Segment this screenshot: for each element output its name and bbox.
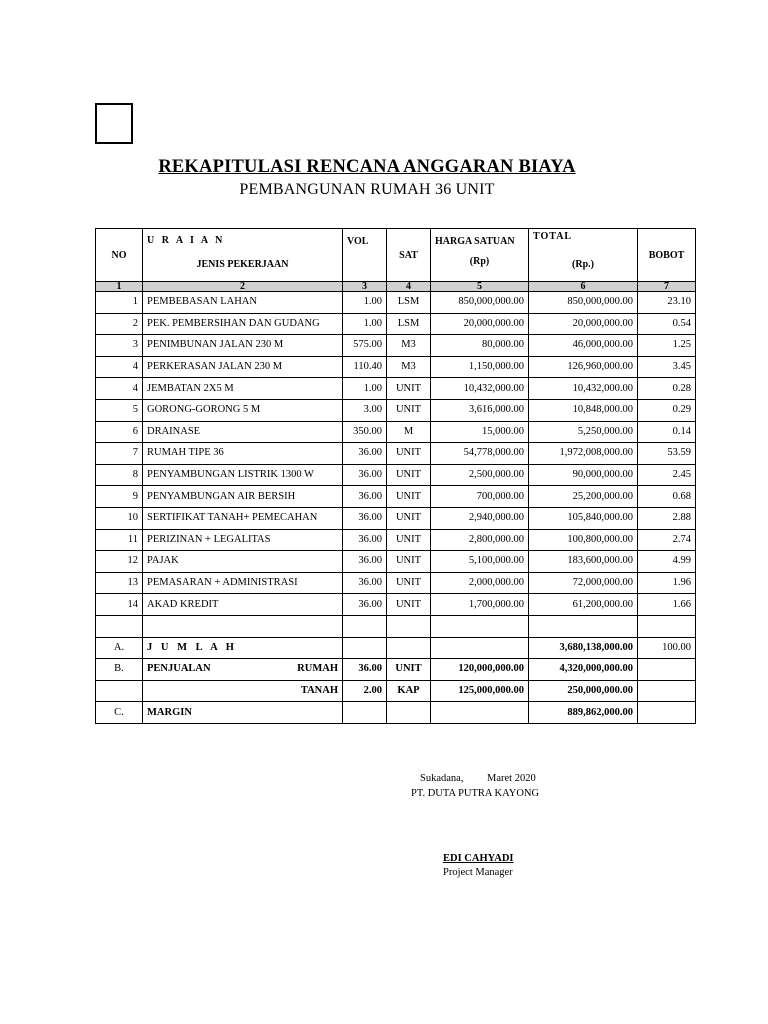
cell-sat: UNIT <box>387 486 431 508</box>
cell-uraian: JEMBATAN 2X5 M <box>143 378 343 400</box>
col-number: 1 <box>96 282 143 292</box>
header-no: NO <box>96 229 143 282</box>
cell-vol: 3.00 <box>343 399 387 421</box>
table-row <box>96 464 696 486</box>
cell-vol: 1.00 <box>343 292 387 314</box>
table-row <box>96 529 696 551</box>
table-row <box>96 399 696 421</box>
cell-harga: 54,778,000.00 <box>431 443 529 465</box>
table-row <box>96 594 696 616</box>
table-row <box>96 378 696 400</box>
cell-harga: 2,000,000.00 <box>431 572 529 594</box>
table-row <box>96 421 696 443</box>
cell-vol: 36.00 <box>343 486 387 508</box>
cell-total: 25,200,000.00 <box>529 486 638 508</box>
cell-vol: 1.00 <box>343 378 387 400</box>
table-row <box>96 313 696 335</box>
tanah-sat: KAP <box>387 680 431 702</box>
cell-no: 12 <box>96 551 143 573</box>
cell-bobot: 4.99 <box>638 551 696 573</box>
penjualan-no: B. <box>96 659 143 681</box>
cell-uraian: PENYAMBUNGAN AIR BERSIH <box>143 486 343 508</box>
col-number: 7 <box>638 282 696 292</box>
rumah-total: 4,320,000,000.00 <box>529 659 638 681</box>
cell-total: 61,200,000.00 <box>529 594 638 616</box>
cell-bobot: 2.88 <box>638 507 696 529</box>
cell-total: 72,000,000.00 <box>529 572 638 594</box>
document-subtitle: PEMBANGUNAN RUMAH 36 UNIT <box>239 181 495 198</box>
cell-bobot: 0.68 <box>638 486 696 508</box>
col-number: 3 <box>343 282 387 292</box>
cell-no: 14 <box>96 594 143 616</box>
cell-vol: 36.00 <box>343 443 387 465</box>
signature-place: Sukadana, <box>420 773 464 784</box>
cell-no: 13 <box>96 572 143 594</box>
tanah-harga: 125,000,000.00 <box>431 680 529 702</box>
header-sat: SAT <box>387 229 431 282</box>
rumah-sat: UNIT <box>387 659 431 681</box>
penjualan-label: PENJUALAN RUMAH <box>143 659 343 681</box>
jumlah-row <box>96 637 696 659</box>
table-header-row <box>96 229 696 282</box>
cell-bobot: 0.14 <box>638 421 696 443</box>
table-row <box>96 507 696 529</box>
cell-bobot: 1.25 <box>638 335 696 357</box>
cell-sat: LSM <box>387 313 431 335</box>
col-number: 6 <box>529 282 638 292</box>
cell-sat: UNIT <box>387 551 431 573</box>
signature-company: PT. DUTA PUTRA KAYONG <box>411 788 540 799</box>
cell-uraian: GORONG-GORONG 5 M <box>143 399 343 421</box>
jumlah-label: J U M L A H <box>143 637 343 659</box>
cell-harga: 850,000,000.00 <box>431 292 529 314</box>
cell-no: 10 <box>96 507 143 529</box>
table-row <box>96 572 696 594</box>
cell-uraian: PERIZINAN + LEGALITAS <box>143 529 343 551</box>
cell-bobot: 0.54 <box>638 313 696 335</box>
cell-vol: 36.00 <box>343 464 387 486</box>
margin-label: MARGIN <box>143 702 343 724</box>
cell-total: 1,972,008,000.00 <box>529 443 638 465</box>
header-vol: VOL <box>343 229 387 282</box>
cell-bobot: 1.66 <box>638 594 696 616</box>
cell-no: 6 <box>96 421 143 443</box>
table-row <box>96 335 696 357</box>
margin-total: 889,862,000.00 <box>529 702 638 724</box>
cell-harga: 80,000.00 <box>431 335 529 357</box>
cell-total: 183,600,000.00 <box>529 551 638 573</box>
cell-sat: UNIT <box>387 529 431 551</box>
cell-uraian: AKAD KREDIT <box>143 594 343 616</box>
cell-vol: 1.00 <box>343 313 387 335</box>
cell-uraian: RUMAH TIPE 36 <box>143 443 343 465</box>
cell-uraian: PERKERASAN JALAN 230 M <box>143 356 343 378</box>
cell-uraian: PEMASARAN + ADMINISTRASI <box>143 572 343 594</box>
signature-position: Project Manager <box>443 867 513 878</box>
cell-uraian: PENYAMBUNGAN LISTRIK 1300 W <box>143 464 343 486</box>
cell-harga: 3,616,000.00 <box>431 399 529 421</box>
table-row <box>96 486 696 508</box>
column-number-row <box>96 282 696 292</box>
cell-harga: 5,100,000.00 <box>431 551 529 573</box>
cell-uraian: PENIMBUNAN JALAN 230 M <box>143 335 343 357</box>
cell-no: 8 <box>96 464 143 486</box>
table-row <box>96 292 696 314</box>
cell-sat: UNIT <box>387 443 431 465</box>
cell-sat: M3 <box>387 335 431 357</box>
margin-row <box>96 702 696 724</box>
col-number: 2 <box>143 282 343 292</box>
col-number: 4 <box>387 282 431 292</box>
jumlah-total: 3,680,138,000.00 <box>529 637 638 659</box>
signature-date: Maret 2020 <box>487 773 536 784</box>
header-bobot: BOBOT <box>638 229 696 282</box>
tanah-total: 250,000,000.00 <box>529 680 638 702</box>
cell-bobot: 0.28 <box>638 378 696 400</box>
cell-no: 4 <box>96 378 143 400</box>
table-row <box>96 551 696 573</box>
empty-checkbox-square <box>95 103 133 144</box>
rumah-label: RUMAH <box>297 663 338 675</box>
cell-total: 10,432,000.00 <box>529 378 638 400</box>
cell-no: 5 <box>96 399 143 421</box>
cell-bobot: 3.45 <box>638 356 696 378</box>
cell-sat: M <box>387 421 431 443</box>
cell-no: 3 <box>96 335 143 357</box>
cell-bobot: 23.10 <box>638 292 696 314</box>
tanah-vol: 2.00 <box>343 680 387 702</box>
cell-total: 105,840,000.00 <box>529 507 638 529</box>
cell-vol: 36.00 <box>343 529 387 551</box>
header-harga: HARGA SATUAN (Rp) <box>431 229 529 282</box>
cell-vol: 36.00 <box>343 551 387 573</box>
cell-vol: 350.00 <box>343 421 387 443</box>
cell-bobot: 1.96 <box>638 572 696 594</box>
header-total: TOTAL (Rp.) <box>529 229 638 282</box>
cell-uraian: PEMBEBASAN LAHAN <box>143 292 343 314</box>
cell-no: 7 <box>96 443 143 465</box>
rumah-harga: 120,000,000.00 <box>431 659 529 681</box>
cell-harga: 15,000.00 <box>431 421 529 443</box>
cell-no: 2 <box>96 313 143 335</box>
cell-harga: 1,700,000.00 <box>431 594 529 616</box>
cell-sat: M3 <box>387 356 431 378</box>
cell-harga: 2,940,000.00 <box>431 507 529 529</box>
cell-total: 5,250,000.00 <box>529 421 638 443</box>
empty-row <box>96 615 696 637</box>
rumah-vol: 36.00 <box>343 659 387 681</box>
cell-total: 126,960,000.00 <box>529 356 638 378</box>
cell-harga: 700,000.00 <box>431 486 529 508</box>
cell-vol: 36.00 <box>343 507 387 529</box>
cell-vol: 36.00 <box>343 594 387 616</box>
cell-no: 9 <box>96 486 143 508</box>
jumlah-no: A. <box>96 637 143 659</box>
cell-vol: 36.00 <box>343 572 387 594</box>
header-uraian: U R A I A N JENIS PEKERJAAN <box>143 229 343 282</box>
cell-harga: 2,500,000.00 <box>431 464 529 486</box>
cell-sat: UNIT <box>387 378 431 400</box>
cell-harga: 1,150,000.00 <box>431 356 529 378</box>
jumlah-bobot: 100.00 <box>638 637 696 659</box>
cell-vol: 575.00 <box>343 335 387 357</box>
cell-uraian: DRAINASE <box>143 421 343 443</box>
margin-no: C. <box>96 702 143 724</box>
cell-bobot: 0.29 <box>638 399 696 421</box>
cell-vol: 110.40 <box>343 356 387 378</box>
cell-uraian: PAJAK <box>143 551 343 573</box>
cell-total: 850,000,000.00 <box>529 292 638 314</box>
signature-name: EDI CAHYADI <box>443 853 514 864</box>
cell-sat: LSM <box>387 292 431 314</box>
cell-no: 1 <box>96 292 143 314</box>
cell-total: 10,848,000.00 <box>529 399 638 421</box>
cell-no: 11 <box>96 529 143 551</box>
cell-total: 100,800,000.00 <box>529 529 638 551</box>
cell-no: 4 <box>96 356 143 378</box>
cell-total: 90,000,000.00 <box>529 464 638 486</box>
cell-harga: 2,800,000.00 <box>431 529 529 551</box>
cell-uraian: PEK. PEMBERSIHAN DAN GUDANG <box>143 313 343 335</box>
cell-sat: UNIT <box>387 572 431 594</box>
budget-table <box>95 228 696 724</box>
penjualan-tanah-row <box>96 680 696 702</box>
cell-total: 20,000,000.00 <box>529 313 638 335</box>
document-title: REKAPITULASI RENCANA ANGGARAN BIAYA <box>158 157 576 177</box>
penjualan-rumah-row <box>96 659 696 681</box>
cell-bobot: 2.45 <box>638 464 696 486</box>
table-row <box>96 443 696 465</box>
cell-sat: UNIT <box>387 507 431 529</box>
tanah-label: TANAH <box>143 680 343 702</box>
col-number: 5 <box>431 282 529 292</box>
cell-bobot: 53.59 <box>638 443 696 465</box>
cell-harga: 20,000,000.00 <box>431 313 529 335</box>
cell-bobot: 2.74 <box>638 529 696 551</box>
cell-sat: UNIT <box>387 399 431 421</box>
cell-sat: UNIT <box>387 594 431 616</box>
table-row <box>96 356 696 378</box>
cell-total: 46,000,000.00 <box>529 335 638 357</box>
cell-sat: UNIT <box>387 464 431 486</box>
cell-uraian: SERTIFIKAT TANAH+ PEMECAHAN <box>143 507 343 529</box>
cell-harga: 10,432,000.00 <box>431 378 529 400</box>
